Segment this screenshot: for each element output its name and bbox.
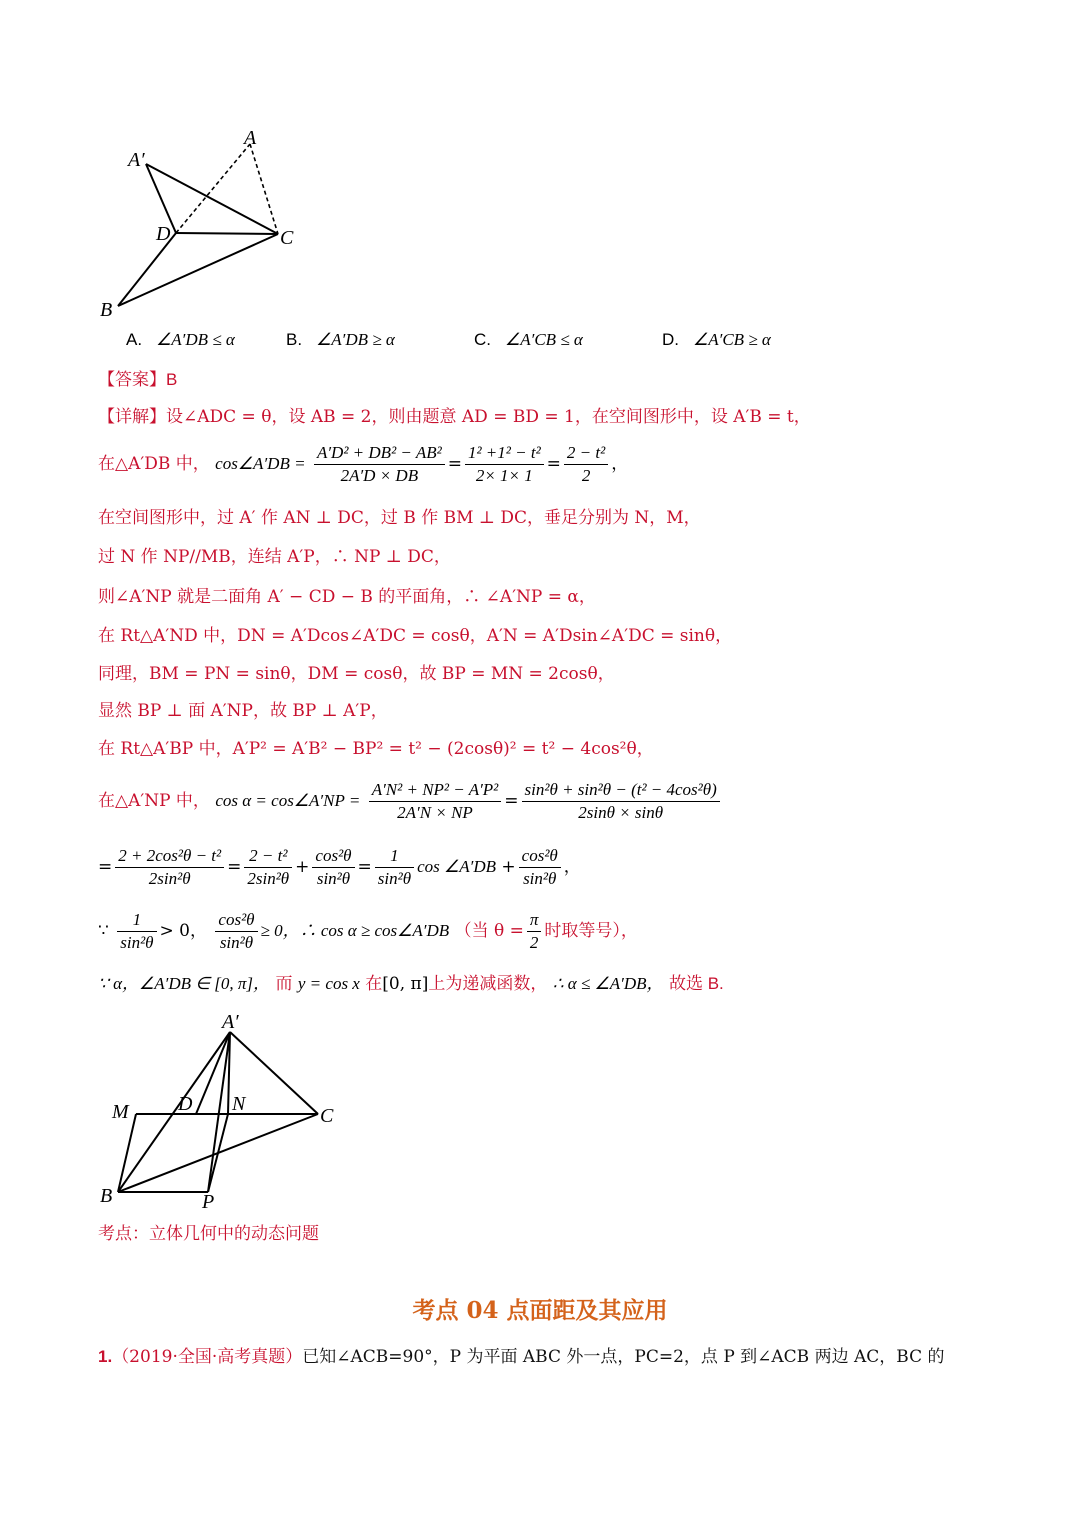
option-c-expr: ∠A′CB ≤ α <box>505 330 583 349</box>
detail-line-5: 则∠A′NP 就是二面角 A′ − CD − B 的平面角，∴ ∠A′NP = α， <box>98 587 596 607</box>
label-N: N <box>232 1093 246 1115</box>
detail-11-frac-3 <box>312 845 354 890</box>
detail-12-frac-1 <box>117 909 156 954</box>
detail-line-6: 在 Rt△A′ND 中，DN = A′Dcos∠A′DC = cosθ，A′N = A′Dsin∠A′DC = sinθ， <box>98 626 733 646</box>
detail-12-frac-2 <box>215 909 257 954</box>
answer-tag: 【答案】 <box>98 370 166 390</box>
option-a-label: A. <box>126 330 143 349</box>
detail-text-1: 设∠ADC = θ，设 AB = 2，则由题意 AD = BD = 1，在空间图形中，设 A′B = t， <box>166 407 811 427</box>
label-C: C <box>280 227 294 249</box>
frac-num: cos²θ <box>519 845 561 868</box>
label-C: C <box>320 1105 334 1127</box>
frac-den: 2sin²θ <box>148 869 191 888</box>
frac-num: 1² +1² − t² <box>465 442 544 465</box>
detail-13-h: 故选 B. <box>668 974 724 993</box>
frac-num: 1 <box>117 909 156 932</box>
detail-2-frac-1 <box>314 442 445 487</box>
option-a[interactable] <box>126 330 235 350</box>
detail-line-1 <box>98 405 811 429</box>
frac-den: 2 <box>581 466 591 485</box>
detail-tag: 【详解】 <box>98 407 166 427</box>
detail-11-frac-2 <box>244 845 292 890</box>
label-Aprime: A′ <box>128 149 145 171</box>
because-symbol: ∵ <box>98 921 109 941</box>
detail-13-d: 在 <box>365 974 383 994</box>
detail-line-12 <box>98 909 638 954</box>
detail-13-e: [0, π] <box>382 974 429 994</box>
frac-num: cos²θ <box>215 909 257 932</box>
label-D: D <box>178 1093 193 1115</box>
section-title: 考点 04 点面距及其应用 <box>412 1297 668 1324</box>
frac-den: 2sin²θ <box>247 869 290 888</box>
detail-10-frac-1 <box>369 779 502 824</box>
edge-D-A-dashed <box>176 144 250 233</box>
figure-folded-triangle <box>96 124 316 324</box>
detail-12-b: > 0， <box>159 921 207 941</box>
detail-11-frac-1 <box>115 845 224 890</box>
frac-den: 2A′D × DB <box>340 466 419 485</box>
detail-11-frac-4 <box>375 845 414 890</box>
detail-10-prefix: 在△A′NP 中， <box>98 791 210 811</box>
detail-13-a: ∵ α，∠A′DB ∈ [0, π]， <box>98 974 271 993</box>
answer-line <box>98 368 177 392</box>
frac-num: sin²θ + sin²θ − (t² − 4cos²θ) <box>522 779 720 802</box>
detail-line-13 <box>98 972 724 996</box>
option-c[interactable] <box>474 330 583 350</box>
question-1 <box>98 1342 945 1367</box>
detail-line-10: 在△A′NP 中， cos α = cos∠A′NP = $\frac{\text{A′N² + NP² − A′P²}}{2A'N \times NP}$ = $\frac{\text{sin²θ + sin²θ − (t² − 4cos²θ)}}{2\sin\theta \times \sin\theta}$ <box>98 779 723 824</box>
question-1-number: 1. <box>98 1347 113 1366</box>
edge-D-C <box>176 233 278 234</box>
frac-den: sin²θ <box>120 933 154 952</box>
answer-options <box>126 330 886 356</box>
answer-value: B <box>166 370 178 389</box>
frac-den: sin²θ <box>316 869 351 888</box>
frac-den: 2A′N × NP <box>397 803 473 822</box>
edge-B-C <box>118 234 278 306</box>
detail-line-9: 在 Rt△A′BP 中，A′P² = A′B² − BP² = t² − (2cosθ)² = t² − 4cos²θ， <box>98 739 654 759</box>
detail-line-3: 在空间图形中，过 A′ 作 AN ⊥ DC，过 B 作 BM ⊥ DC，垂足分别为 N，M， <box>98 508 701 528</box>
frac-den: sin²θ <box>219 933 254 952</box>
detail-10-frac-2 <box>522 779 720 824</box>
question-1-source: （2019·全国·高考真题） <box>112 1347 303 1367</box>
figure-dihedral-construction <box>96 1004 356 1214</box>
option-a-expr: ∠A′DB ≤ α <box>156 330 235 349</box>
option-b-label: B. <box>286 330 303 349</box>
option-c-label: C. <box>474 330 491 349</box>
label-M: M <box>112 1101 129 1123</box>
frac-num: 2 + 2cos²θ − t² <box>115 845 224 868</box>
label-D: D <box>156 223 171 245</box>
detail-2-frac-2 <box>465 442 544 487</box>
frac-den: 2 <box>529 933 539 952</box>
label-B: B <box>100 1185 113 1207</box>
frac-num: 1 <box>375 845 414 868</box>
detail-13-b: 而 <box>275 974 293 994</box>
question-1-text: 已知∠ACB=90°，P 为平面 ABC 外一点，PC=2，点 P 到∠ACB 两边 AC，BC 的 <box>302 1347 945 1367</box>
option-d-label: D. <box>662 330 679 349</box>
detail-12-e: 时取等号）， <box>544 921 638 941</box>
frac-num: π <box>527 909 542 932</box>
detail-line-11: = $\frac{\text{2 + 2cos²θ − t²}}{\text{2sin²θ}}$ = $\frac{\text{2 − t²}}{\text{2sin²θ}}$ + $\frac{\text{cos²θ}}{\text{sin²θ}}$ = $\frac{1}{\text{sin²θ}}$ cos ∠A′DB + $\frac{\text{cos²θ}}{\text{sin²θ}}$ ， <box>98 846 581 888</box>
detail-11-cos: cos ∠A′DB <box>417 857 496 876</box>
detail-12-frac-3 <box>527 909 542 954</box>
frac-num: A′N² + NP² − A′P² <box>369 779 502 802</box>
detail-12-c: ≥ 0，∴ cos α ≥ cos∠A′DB <box>260 921 450 940</box>
detail-line-2: 在△A′DB 中， cos∠A′DB = $\frac{\text{A′D² + DB² − AB²}}{2A'D \times DB}$ = $\frac{\text{1² +1² − t²}}{2\times 1\times 1}$ = $\frac{\text{2 − t²}}{2}$ ， <box>98 443 629 485</box>
detail-line-8: 显然 BP ⊥ 面 A′NP，故 BP ⊥ A′P， <box>98 701 388 721</box>
label-P: P <box>202 1191 215 1213</box>
detail-2-prefix: 在△A′DB 中， <box>98 454 210 474</box>
label-B: B <box>100 299 113 321</box>
frac-num: 2 − t² <box>564 442 608 465</box>
option-d[interactable] <box>662 330 771 350</box>
frac-den: 2sinθ × sinθ <box>578 803 664 822</box>
detail-13-f: 上为递减函数， <box>428 974 548 994</box>
detail-2-cos: cos∠A′DB = <box>215 454 306 473</box>
frac-num: 2 − t² <box>244 845 292 868</box>
detail-11-frac-5 <box>519 845 561 890</box>
label-A: A <box>244 127 257 149</box>
detail-12-d: （当 θ = <box>454 921 524 941</box>
frac-den: 2× 1× 1 <box>475 466 533 485</box>
frac-den: sin²θ <box>523 869 557 888</box>
frac-den: sin²θ <box>377 869 412 888</box>
label-Aprime: A′ <box>222 1011 239 1033</box>
option-b[interactable] <box>286 330 395 350</box>
detail-line-4: 过 N 作 NP//MB，连结 A′P，∴ NP ⊥ DC， <box>98 547 451 567</box>
option-b-expr: ∠A′DB ≥ α <box>316 330 395 349</box>
frac-num: cos²θ <box>312 845 354 868</box>
frac-num: A′D² + DB² − AB² <box>314 442 445 465</box>
detail-13-g: ∴ α ≤ ∠A′DB， <box>552 974 664 993</box>
detail-10-cos: cos α = cos∠A′NP = <box>215 791 361 810</box>
detail-line-7: 同理，BM = PN = sinθ，DM = cosθ，故 BP = MN = 2cosθ， <box>98 664 615 684</box>
kaodian-note: 考点：立体几何中的动态问题 <box>98 1224 319 1244</box>
detail-2-frac-3 <box>564 442 608 487</box>
option-d-expr: ∠A′CB ≥ α <box>693 330 771 349</box>
detail-13-c: y = cos x <box>297 974 360 993</box>
